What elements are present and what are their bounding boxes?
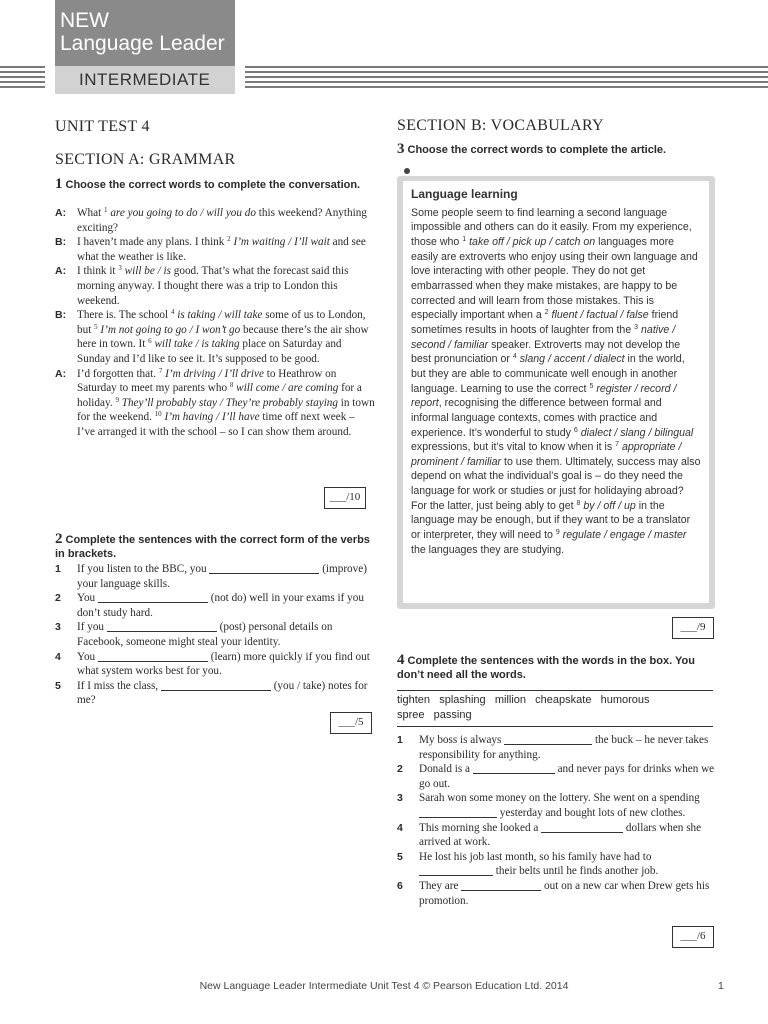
word-box-line1: tighten splashing million cheapskate humorous: [397, 694, 650, 706]
dialogue-line: A: I’d forgotten that. $^7$ I’m driving / I’ll drive to Heathrow on Saturday to meet my parents who $^8$ will come / are coming for a holiday. $^9$ They’ll probably stay / They’re probably staying in town for the weekend. $^{10}$ I’m having / I’ll have time off next week – I’ve arranged it with the school – so I can show them around.: [55, 366, 375, 438]
level-band: [55, 66, 235, 94]
q4-instruction: Complete the sentences with the words in the box. You don’t need all the words.: [397, 655, 695, 681]
q3-score-box: ___/9: [672, 617, 714, 639]
answer-blank[interactable]: [541, 821, 623, 833]
answer-blank[interactable]: [504, 733, 592, 745]
answer-blank[interactable]: [419, 864, 493, 876]
article-panel: [397, 176, 715, 609]
answer-blank[interactable]: [98, 591, 208, 603]
word-box-line2: spree passing: [397, 709, 472, 721]
q3-number: 3: [397, 141, 405, 157]
article-text: Some people seem to find learning a second language impossible and others can do it easily. From my experience, those who $^1$ take off / pick up / catch on languages more easily are extroverts who enjoy using their own language and love interacting with other people. They do not get embarrassed when they make mistakes, are happy to be corrected and will learn from those mistakes. This is especially important when a $^2$ fluent / factual / false friend sometimes results in hoots of laughter from the $^3$ native / second / familiar speaker. Extroverts may not develop the best pronunciation or $^4$ slang / accent / dialect in the world, but they are able to communicate well enough in another language. Learning to use the correct $^5$ register / record / report, recognising the difference between formal and informal language contexts, comes with practice and experience. It’s wonderful to study $^6$ dialect / slang / bilingual expressions, but it’s vital to know when it is $^7$ appropriate / prominent / familiar to use them. Ultimately, success may also depend on what the individual’s goal is – do they need the language for work or studies or just for holidaying abroad? For the latter, just being ably to get $^8$ by / off / up in the language may be enough, but if they want to be a translator or interpreter, they will need to $^9$ regulate / engage / master the languages they are studying.: [411, 206, 701, 556]
q3-instruction: Choose the correct words to complete the article.: [407, 144, 667, 156]
list-item: 4 This morning she looked a dollars when she arrived at work.: [397, 821, 702, 849]
q2-score-box: ___/5: [330, 712, 372, 734]
answer-blank[interactable]: [209, 562, 319, 574]
q4-number: 4: [397, 652, 405, 668]
q1-number: 1: [55, 176, 63, 192]
section-a-title: SECTION A: GRAMMAR: [55, 151, 236, 168]
q2-heading: [55, 532, 370, 561]
unit-title: UNIT TEST 4: [55, 118, 150, 135]
article-body: [403, 181, 709, 603]
dialogue-line: A: What $^1$ are you going to do / will you do this weekend? Anything exciting?: [55, 206, 367, 234]
answer-blank[interactable]: [473, 762, 555, 774]
list-item: 5 If I miss the class, (you / take) notes for me?: [55, 679, 368, 707]
list-item: 1 If you listen to the BBC, you (improve) your language skills.: [55, 563, 367, 590]
list-item: 2 Donald is a and never pays for drinks when we go out.: [397, 763, 715, 790]
dialogue-line: B: I haven’t made any plans. I think $^2$ I’m waiting / I’ll wait and see what the weather is like.: [55, 235, 366, 263]
level-label: INTERMEDIATE: [79, 70, 211, 89]
list-item: 3 If you (post) personal details on Facebook, someone might steal your identity.: [55, 621, 333, 648]
brand-logo: [55, 0, 235, 66]
dialogue-line: B: There is. The school $^4$ is taking / will take some of us to London, but $^5$ I’m not going to go / I won’t go because there’s the air show here in town. It $^6$ will take / is taking place on Saturday and Sunday and I’d like to see it. It’s supposed to be good.: [55, 308, 369, 365]
q2-number: 2: [55, 531, 63, 547]
bullet-icon: [404, 168, 410, 174]
answer-blank[interactable]: [98, 650, 208, 662]
article-title: Language learning: [411, 187, 518, 201]
word-box: [397, 690, 713, 727]
footer-text: New Language Leader Intermediate Unit Test 4 © Pearson Education Ltd. 2014: [199, 980, 569, 992]
list-item: 3 Sarah won some money on the lottery. She went on a spending yesterday and bought lots of new clothes.: [397, 792, 700, 819]
page-number: 1: [718, 980, 724, 992]
answer-blank[interactable]: [461, 879, 541, 891]
q2-instruction: Complete the sentences with the correct form of the verbs in brackets.: [55, 534, 370, 560]
brand-line1: NEW: [60, 9, 109, 32]
q4-score-box: ___/6: [672, 926, 714, 948]
q4-heading: [397, 653, 715, 682]
list-item: 5 He lost his job last month, so his family have had to their belts until he finds another job.: [397, 850, 659, 878]
list-item: 6 They are out on a new car when Drew gets his promotion.: [397, 879, 710, 907]
q3-heading: [397, 142, 715, 157]
q1-conversation: [55, 206, 375, 440]
header-stripes-right: [245, 66, 768, 91]
answer-blank[interactable]: [419, 806, 497, 818]
q1-instruction: Choose the correct words to complete the conversation.: [65, 179, 361, 191]
answer-blank[interactable]: [107, 620, 217, 632]
section-b-title: SECTION B: VOCABULARY: [397, 117, 604, 134]
q2-sentences: [55, 562, 370, 708]
list-item: 4 You (learn) more quickly if you find out what system works best for you.: [55, 650, 370, 678]
header-stripes-left: [0, 66, 45, 91]
q1-heading: [55, 177, 365, 192]
brand-line2: Language Leader: [60, 32, 225, 55]
list-item: 2 You (not do) well in your exams if you don’t study hard.: [55, 592, 364, 619]
q1-score-box: ___/10: [324, 487, 366, 509]
answer-blank[interactable]: [161, 679, 271, 691]
list-item: 1 My boss is always the buck – he never takes responsibility for anything.: [397, 734, 709, 761]
q4-sentences: [397, 733, 715, 908]
dialogue-line: A: I think it $^3$ will be / is good. That’s what the forecast said this morning anyway. I thought there was a trip to London this weekend.: [55, 264, 349, 307]
